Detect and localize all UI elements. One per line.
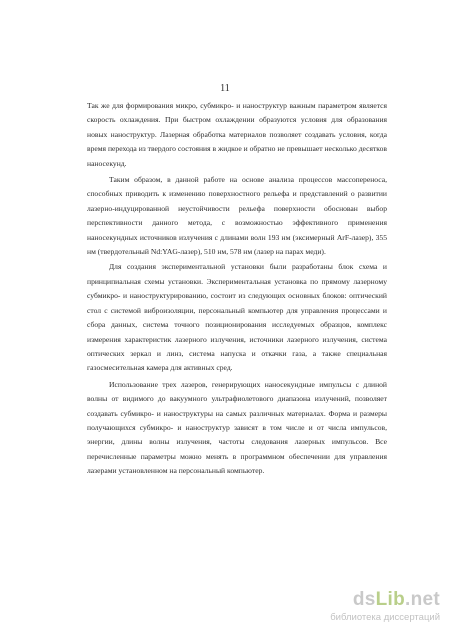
- page-number: 11: [220, 83, 230, 94]
- dslib-logo: dsLib.net: [352, 589, 440, 610]
- paragraph: Таким образом, в данной работе на основе анализа процессов массопереноса, способных приводить к изменению поверхностного рельефа и представлений о развитии лазерно-индуцированной неустойчивости рельефа поверхности обоснован выбор перспективности данного метода, с возможностью эффективного применения наносекундных источников излучения с длинами волн 193 нм (эксимерный ArF-лазер), 355 нм (твердотельный Nd:YAG-лазер), 510 нм, 578 нм (лазер на парах меди).: [87, 175, 387, 257]
- paragraph: Использование трех лазеров, генерирующих наносекундные импульсы с длиной волны от видимого до вакуумного ультрафиолетового диапазона излучений, позволяет создавать субмикро- и наноструктуры на самых различных материалах. Форма и размеры получающихся субмикро- и наноструктур зависят в том числе и от числа импульсов, энергии, длины волны излучения, частоты следования лазерных импульсов. Все перечисленные параметры можно менять в программном обеспечении для управления лазерами установленном на персональный компьютер.: [87, 379, 387, 476]
- paragraph: Для создания экспериментальной установки были разработаны блок схема и принципиальная схемы установки. Экспериментальная установка по прямому лазерному субмикро- и наноструктурированию, состоит из следующих основных блоков: оптический стол с системой виброизоляции, персональный компьютер для управления процессами и сбора данных, система точного позиционирования исследуемых образцов, комплекс измерения характеристик лазерного излучения, источники лазерного излучения, система оптических зеркал и линз, система напуска и откачки газа, а также специальная газосмесительная камера для активных сред.: [87, 262, 387, 373]
- paragraph: Так же для формирования микро, субмикро- и наноструктур важным параметром является скорость охлаждения. При быстром охлаждении образуются условия для образования новых наноструктур. Лазерная обработка материалов позволяет создавать условия, когда время перехода из твердого состояния в жидкое и обратно не превышает несколько десятков наносекунд.: [87, 101, 387, 168]
- dslib-watermark: [308, 589, 440, 629]
- document-body: [87, 99, 387, 479]
- watermark-tagline: библиотека диссертаций: [330, 612, 440, 623]
